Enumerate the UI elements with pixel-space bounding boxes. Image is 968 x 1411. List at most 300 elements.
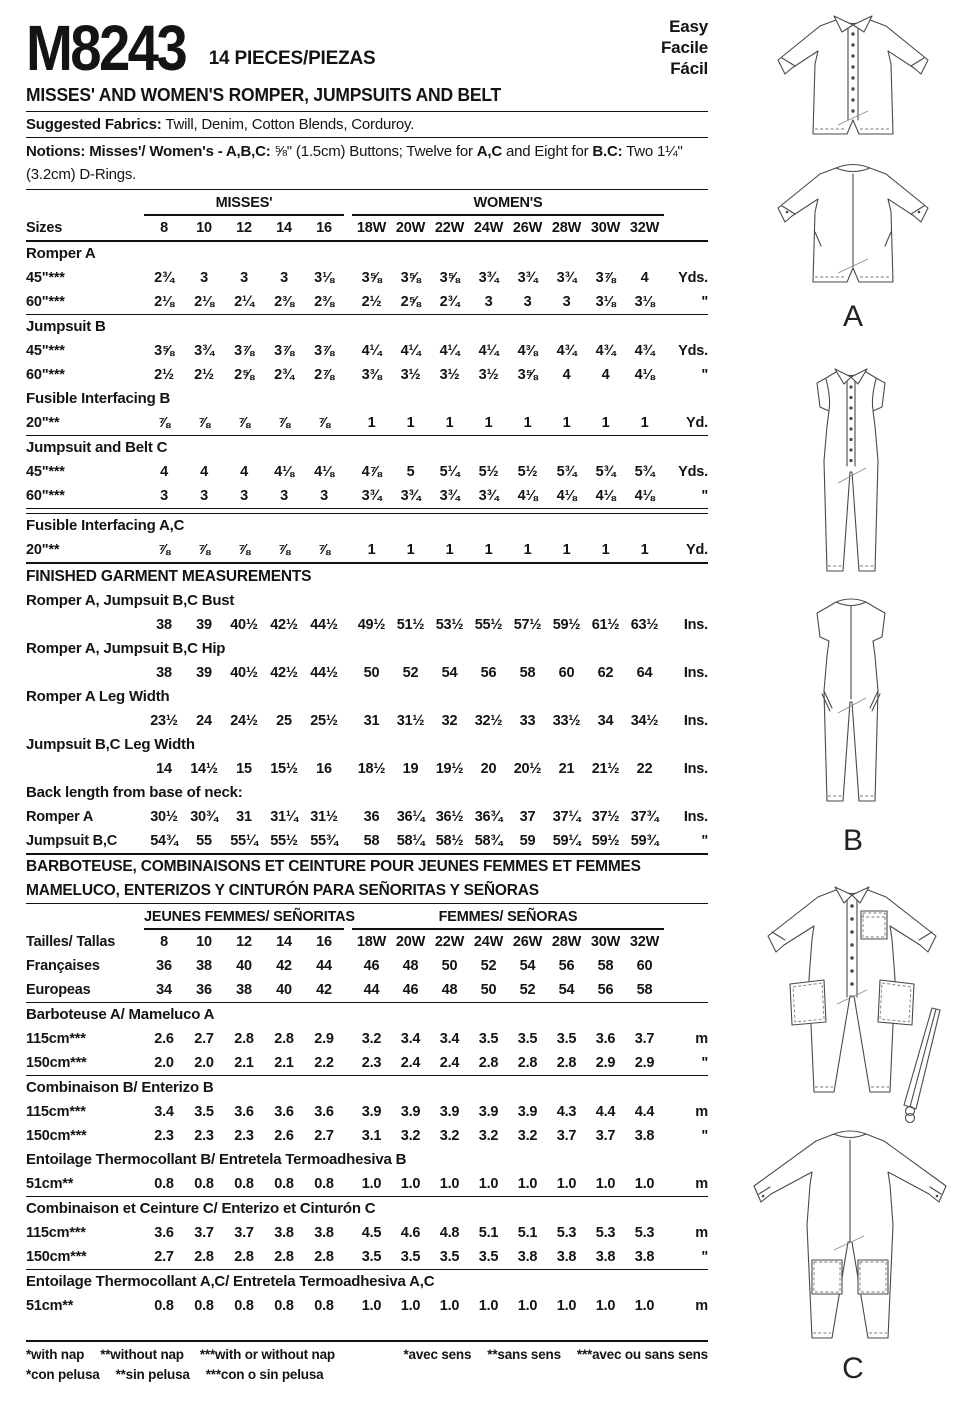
value-cell: 59 — [519, 833, 536, 849]
footnote-item: ***con o sin pelusa — [205, 1367, 324, 1382]
value-cell: 3.8 — [556, 1249, 577, 1265]
spacer — [26, 1318, 708, 1340]
value-cell: 2.9 — [314, 1031, 334, 1047]
row-label: 150cm*** — [26, 1128, 87, 1144]
yardage-table — [26, 242, 708, 564]
unit-cell: " — [701, 1128, 708, 1144]
value-cell: 55½ — [474, 617, 503, 633]
value-cell: 5¾ — [595, 464, 616, 480]
value-cell: 1 — [601, 542, 610, 558]
finished-measurements-table — [26, 589, 708, 853]
value-cell: 3.7 — [556, 1128, 577, 1144]
value-cell: 36¼ — [396, 809, 425, 825]
table-row — [26, 954, 708, 978]
value-cell: 2⅛ — [194, 294, 214, 310]
unit-cell: " — [701, 367, 708, 383]
value-cell: 4⅜ — [517, 343, 538, 359]
value-cell: 3½ — [439, 367, 460, 383]
size-cell: 14 — [276, 220, 292, 236]
notions-segment: B.C: — [592, 143, 623, 160]
value-cell: 0.8 — [194, 1176, 214, 1192]
value-cell: 4 — [160, 464, 168, 480]
table-row — [26, 829, 708, 853]
value-cell: 2.8 — [194, 1249, 214, 1265]
size-cell: 40 — [276, 982, 292, 998]
value-cell: 37¾ — [630, 809, 659, 825]
notions-line — [26, 138, 708, 189]
value-cell: 3.9 — [400, 1104, 421, 1120]
table-row — [26, 805, 708, 829]
value-cell: 3.2 — [400, 1128, 421, 1144]
fabrics-text: Twill, Denim, Cotton Blends, Corduroy. — [165, 116, 415, 133]
value-cell: 2.7 — [154, 1249, 174, 1265]
unit-cell: " — [701, 833, 708, 849]
value-cell: 2.8 — [274, 1249, 294, 1265]
value-cell: 19 — [402, 761, 419, 777]
value-cell: 1.0 — [595, 1298, 616, 1314]
value-cell: 1 — [640, 415, 649, 431]
value-cell: 4¼ — [361, 343, 382, 359]
unit-cell: Yds. — [678, 270, 708, 286]
footnote-item: **without nap — [100, 1347, 184, 1362]
footnote-item: *with nap — [26, 1347, 85, 1362]
value-cell: 15 — [236, 761, 252, 777]
value-cell: 1 — [484, 542, 493, 558]
size-cell: 12 — [236, 220, 252, 236]
belt-with-d-rings-line-art — [890, 1005, 950, 1125]
row-label: 150cm*** — [26, 1249, 87, 1265]
footnote-english — [26, 1345, 335, 1365]
value-cell: 3.2 — [517, 1128, 538, 1144]
value-cell: 2.4 — [400, 1055, 421, 1071]
unit-cell: m — [695, 1176, 708, 1192]
bilingual-title-es: MAMELUCO, ENTERIZOS Y CINTURÓN PARA SEÑORITAS Y SEÑORAS — [26, 882, 539, 899]
row-label: Tailles/ Tallas — [26, 934, 116, 950]
value-cell: 4⅛ — [314, 464, 334, 480]
footnote-item: *con pelusa — [26, 1367, 100, 1382]
value-cell: 38 — [156, 665, 172, 681]
unit-cell: Ins. — [683, 713, 708, 729]
size-cell: 22W — [434, 934, 465, 950]
table-row — [26, 1100, 708, 1124]
value-cell: 3.8 — [634, 1249, 655, 1265]
value-cell: 0.8 — [154, 1176, 174, 1192]
value-cell: 21½ — [591, 761, 620, 777]
section-title: Jumpsuit and Belt C — [26, 439, 168, 456]
value-cell: 3.8 — [595, 1249, 616, 1265]
row-label: 51cm** — [26, 1298, 74, 1314]
row-label: 45"*** — [26, 343, 65, 359]
value-cell: ⅞ — [158, 542, 170, 558]
divider — [26, 1340, 708, 1342]
view-b-label: B — [842, 824, 863, 857]
section-title: Romper A Leg Width — [26, 688, 170, 705]
value-cell: 0.8 — [234, 1176, 254, 1192]
unit-cell: m — [695, 1225, 708, 1241]
value-cell: 4 — [240, 464, 248, 480]
value-cell: 0.8 — [234, 1298, 254, 1314]
value-cell: 2¾ — [439, 294, 460, 310]
section-title: Entoilage Thermocollant A,C/ Entretela Termoadhesiva A,C — [26, 1273, 435, 1290]
value-cell: 3.5 — [361, 1249, 382, 1265]
value-cell: 36½ — [435, 809, 464, 825]
size-cell: 50 — [480, 982, 497, 998]
row-label: 45"*** — [26, 270, 65, 286]
value-cell: 2.1 — [274, 1055, 294, 1071]
footnote-item: *avec sens — [403, 1347, 472, 1362]
value-cell: 58¼ — [396, 833, 425, 849]
value-cell: 3 — [200, 270, 208, 286]
value-cell: 3⅝ — [439, 270, 460, 286]
size-cell: 52 — [519, 982, 536, 998]
value-cell: 24½ — [230, 713, 258, 729]
value-cell: 42½ — [270, 665, 298, 681]
info-panel — [26, 8, 708, 1385]
value-cell: 2⅝ — [400, 294, 421, 310]
value-cell: 3.4 — [439, 1031, 460, 1047]
table-row — [26, 1124, 708, 1148]
value-cell: 14 — [156, 761, 172, 777]
value-cell: 3¾ — [478, 270, 499, 286]
divider — [26, 189, 708, 190]
value-cell: 2.9 — [634, 1055, 655, 1071]
value-cell: 25½ — [310, 713, 338, 729]
unit-cell: Yd. — [686, 542, 708, 558]
table-row — [26, 1294, 708, 1318]
row-label: Europeas — [26, 982, 91, 998]
footnote-french — [403, 1345, 708, 1365]
value-cell: 54¾ — [150, 833, 178, 849]
value-cell: 3.6 — [595, 1031, 616, 1047]
value-cell: 58 — [519, 665, 536, 681]
unit-cell: " — [701, 294, 708, 310]
unit-cell: Ins. — [683, 809, 708, 825]
bilingual-sizes-host — [26, 930, 708, 1002]
value-cell: 3.4 — [400, 1031, 421, 1047]
section-title: Romper A, Jumpsuit B,C Hip — [26, 640, 226, 657]
difficulty-fr: Facile — [661, 38, 708, 57]
unit-cell: m — [695, 1031, 708, 1047]
row-label: 60"*** — [26, 294, 65, 310]
value-cell: 3.5 — [478, 1031, 499, 1047]
size-cell: 50 — [441, 958, 458, 974]
section-title: Combinaison et Ceinture C/ Enterizo et Cinturón C — [26, 1200, 376, 1217]
value-cell: 32 — [441, 713, 458, 729]
value-cell: 3.7 — [595, 1128, 616, 1144]
value-cell: 2.9 — [595, 1055, 616, 1071]
value-cell: 0.8 — [314, 1298, 334, 1314]
value-cell: 4.8 — [439, 1225, 460, 1241]
value-cell: 2.6 — [274, 1128, 294, 1144]
row-label: Romper A — [26, 809, 94, 825]
value-cell: 3 — [562, 294, 571, 310]
value-cell: 30¾ — [190, 809, 218, 825]
value-cell: 52 — [402, 665, 419, 681]
value-cell: 5¼ — [439, 464, 460, 480]
value-cell: ⅞ — [198, 415, 210, 431]
value-cell: 4⅛ — [634, 367, 655, 383]
size-cell: 54 — [558, 982, 575, 998]
value-cell: 49½ — [357, 617, 386, 633]
value-cell: 62 — [597, 665, 614, 681]
value-cell: ⅞ — [238, 415, 250, 431]
value-cell: 16 — [316, 761, 332, 777]
unit-cell: " — [701, 1249, 708, 1265]
value-cell: 54 — [441, 665, 458, 681]
value-cell: 44½ — [310, 665, 338, 681]
value-cell: 4⅛ — [274, 464, 294, 480]
value-cell: 2½ — [361, 294, 382, 310]
table-row — [26, 216, 708, 240]
value-cell: 4¼ — [400, 343, 421, 359]
bilingual-metric-table — [26, 1003, 708, 1318]
value-cell: 3⅛ — [595, 294, 616, 310]
value-cell: 58½ — [435, 833, 464, 849]
value-cell: 42½ — [270, 617, 298, 633]
size-cell: 12 — [236, 934, 252, 950]
value-cell: 5½ — [517, 464, 538, 480]
value-cell: 1 — [445, 542, 454, 558]
value-cell: 23½ — [150, 713, 178, 729]
value-cell: 3.6 — [234, 1104, 254, 1120]
table-row — [26, 290, 708, 314]
value-cell: 5¾ — [556, 464, 577, 480]
value-cell: 3.8 — [314, 1225, 334, 1241]
value-cell: 2.8 — [478, 1055, 499, 1071]
size-cell: 22W — [434, 220, 465, 236]
difficulty-en: Easy — [669, 17, 708, 36]
notions-segment: Notions: Misses'/ Women's - A,B,C: — [26, 143, 271, 160]
section-title: Fusible Interfacing A,C — [26, 517, 185, 534]
size-cell: 34 — [156, 982, 172, 998]
value-cell: 3⅝ — [154, 343, 174, 359]
value-cell: 1 — [406, 415, 415, 431]
value-cell: 3⅞ — [314, 343, 334, 359]
value-cell: 5 — [406, 464, 415, 480]
value-cell: 21 — [558, 761, 575, 777]
value-cell: 3 — [240, 488, 248, 504]
table-row — [26, 538, 708, 562]
value-cell: 53½ — [435, 617, 464, 633]
footnote-item: **sans sens — [487, 1347, 561, 1362]
row-label: Françaises — [26, 958, 100, 974]
value-cell: ⅞ — [278, 542, 290, 558]
size-cell: 56 — [597, 982, 614, 998]
value-cell: 37¼ — [552, 809, 581, 825]
notions-segment: A,C — [476, 143, 502, 160]
value-cell: 31½ — [310, 809, 338, 825]
value-cell: 5.1 — [478, 1225, 499, 1241]
value-cell: 3¾ — [361, 488, 382, 504]
value-cell: 4¼ — [439, 343, 460, 359]
size-cell: 20W — [395, 934, 426, 950]
value-cell: 1 — [367, 415, 376, 431]
value-cell: 1.0 — [478, 1176, 499, 1192]
size-cell: 42 — [276, 958, 292, 974]
size-cell: 16 — [316, 934, 332, 950]
size-cell: 42 — [316, 982, 332, 998]
value-cell: 33 — [519, 713, 536, 729]
value-cell: 40½ — [230, 665, 258, 681]
value-cell: 2⅝ — [234, 367, 254, 383]
value-cell: 3 — [280, 270, 288, 286]
page-title: MISSES' AND WOMEN'S ROMPER, JUMPSUITS AND BELT — [26, 85, 502, 105]
value-cell: 2½ — [194, 367, 214, 383]
size-cell: 40 — [236, 958, 252, 974]
value-cell: 2¾ — [274, 367, 294, 383]
value-cell: 3.5 — [556, 1031, 577, 1047]
fabrics-label: Suggested Fabrics: — [26, 116, 162, 133]
value-cell: 3⅝ — [361, 270, 382, 286]
value-cell: 4¾ — [595, 343, 616, 359]
table-row — [26, 460, 708, 484]
value-cell: 1 — [523, 415, 532, 431]
value-cell: 3.5 — [400, 1249, 421, 1265]
value-cell: 38 — [156, 617, 172, 633]
notions-segment: and Eight for — [502, 143, 593, 160]
value-cell: 2.8 — [234, 1031, 254, 1047]
size-cell: 38 — [236, 982, 252, 998]
size-cell: 26W — [512, 220, 543, 236]
size-cell: 58 — [636, 982, 653, 998]
value-cell: 2.7 — [194, 1031, 214, 1047]
value-cell: 25 — [276, 713, 292, 729]
value-cell: 1.0 — [634, 1176, 655, 1192]
value-cell: 20½ — [513, 761, 542, 777]
value-cell: 3⅛ — [634, 294, 655, 310]
value-cell: 59¼ — [552, 833, 581, 849]
table-row — [26, 757, 708, 781]
row-label: 45"*** — [26, 464, 65, 480]
size-cell: 32W — [629, 934, 660, 950]
value-cell: ⅞ — [278, 415, 290, 431]
value-cell: 1 — [523, 542, 532, 558]
row-label: 60"*** — [26, 367, 65, 383]
value-cell: 4⅛ — [517, 488, 538, 504]
value-cell: 18½ — [357, 761, 386, 777]
table-row — [26, 1027, 708, 1051]
value-cell: ⅞ — [198, 542, 210, 558]
table-row — [26, 709, 708, 733]
value-cell: 2.6 — [154, 1031, 174, 1047]
size-cell: 44 — [316, 958, 332, 974]
value-cell: 32½ — [474, 713, 503, 729]
value-cell: 3.8 — [517, 1249, 538, 1265]
table-row — [26, 266, 708, 290]
size-cell: 30W — [590, 934, 621, 950]
value-cell: 57½ — [513, 617, 542, 633]
pocket-jumpsuit-back-line-art — [746, 1128, 960, 1360]
finished-measurements-heading: FINISHED GARMENT MEASUREMENTS — [26, 568, 312, 585]
value-cell: 1.0 — [478, 1298, 499, 1314]
value-cell: 39 — [196, 617, 212, 633]
footnote-spanish — [26, 1365, 323, 1385]
value-cell: 5.3 — [595, 1225, 616, 1241]
value-cell: 3½ — [478, 367, 499, 383]
value-cell: 4 — [562, 367, 571, 383]
value-cell: 4 — [640, 270, 649, 286]
value-cell: 36¾ — [474, 809, 503, 825]
unit-cell: m — [695, 1104, 708, 1120]
value-cell: 55 — [196, 833, 212, 849]
value-cell: 30½ — [150, 809, 178, 825]
value-cell: 33½ — [552, 713, 581, 729]
value-cell: 3⅜ — [361, 367, 382, 383]
value-cell: 5.1 — [517, 1225, 538, 1241]
row-label — [26, 613, 144, 637]
difficulty-es: Fácil — [670, 59, 708, 78]
value-cell: 5.3 — [556, 1225, 577, 1241]
value-cell: 1 — [601, 415, 610, 431]
value-cell: 3⅞ — [234, 343, 254, 359]
table-row — [26, 978, 708, 1002]
value-cell: 2.8 — [274, 1031, 294, 1047]
pieces-count: 14 PIECES/PIEZAS — [208, 48, 376, 69]
row-label: 115cm*** — [26, 1104, 86, 1120]
size-cell: 18W — [356, 220, 387, 236]
size-cell: 16 — [316, 220, 332, 236]
size-cell: 8 — [160, 220, 168, 236]
value-cell: 4.4 — [595, 1104, 616, 1120]
value-cell: 2.8 — [517, 1055, 538, 1071]
unit-cell: Ins. — [683, 761, 708, 777]
table-row — [26, 1221, 708, 1245]
value-cell: 3.5 — [194, 1104, 214, 1120]
size-cell: 30W — [590, 220, 621, 236]
value-cell: 2⅜ — [274, 294, 294, 310]
value-cell: 3.9 — [517, 1104, 538, 1120]
table-row — [26, 1051, 708, 1075]
value-cell: 4⅛ — [595, 488, 616, 504]
size-cell: 36 — [156, 958, 172, 974]
femmes-group-label: FEMMES/ SEÑORAS — [352, 907, 664, 930]
value-cell: 1.0 — [556, 1298, 577, 1314]
womens-group-label: WOMEN'S — [352, 193, 664, 216]
value-cell: 3.6 — [314, 1104, 334, 1120]
bilingual-size-group-header — [26, 907, 708, 930]
value-cell: 59½ — [552, 617, 581, 633]
value-cell: 1.0 — [400, 1298, 421, 1314]
value-cell: 3.8 — [634, 1128, 655, 1144]
view-a-label: A — [842, 300, 863, 333]
section-title: Fusible Interfacing B — [26, 390, 171, 407]
value-cell: 3.5 — [478, 1249, 499, 1265]
size-cell: 46 — [363, 958, 380, 974]
notions-segment: Two 1¼" (3.2cm) D-Rings. — [26, 143, 683, 183]
value-cell: 5.3 — [634, 1225, 655, 1241]
value-cell: 2¾ — [154, 270, 174, 286]
value-cell: 2.3 — [234, 1128, 254, 1144]
value-cell: 0.8 — [314, 1176, 334, 1192]
value-cell: 3.7 — [634, 1031, 655, 1047]
value-cell: 1.0 — [400, 1176, 421, 1192]
value-cell: 1 — [562, 415, 571, 431]
footnotes — [26, 1345, 708, 1385]
size-cell: 58 — [597, 958, 614, 974]
value-cell: 3⅝ — [517, 367, 538, 383]
value-cell: 59½ — [591, 833, 620, 849]
row-label — [26, 757, 144, 781]
size-cell: 48 — [402, 958, 419, 974]
unit-cell: Ins. — [683, 617, 708, 633]
value-cell: 1 — [445, 415, 454, 431]
row-label: 115cm*** — [26, 1031, 86, 1047]
value-cell: 3½ — [400, 367, 421, 383]
value-cell: 1.0 — [439, 1176, 460, 1192]
value-cell: 14½ — [190, 761, 218, 777]
value-cell: 0.8 — [194, 1298, 214, 1314]
size-cell: 20W — [395, 220, 426, 236]
